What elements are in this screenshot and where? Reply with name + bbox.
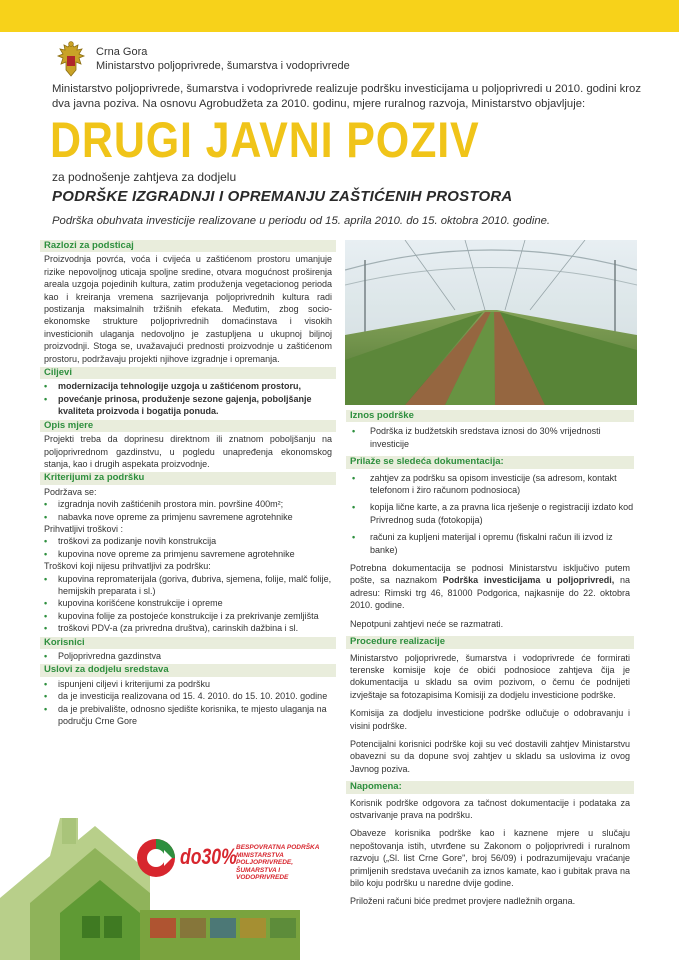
ciljevi-list bbox=[40, 380, 336, 417]
country-name: Crna Gora bbox=[96, 46, 148, 58]
prilaze-list bbox=[346, 472, 634, 556]
list-item: • izgradnja novih zaštićenih prostora min. površine 400m²; bbox=[44, 498, 336, 510]
list-item: • Poljoprivredna gazdinstva bbox=[44, 650, 336, 662]
list-item: • da je investicija realizovana od 15. 4. 2010. do 15. 10. 2010. godine bbox=[44, 690, 336, 702]
section-title-opis: Opis mjere bbox=[40, 420, 336, 432]
left-column bbox=[40, 238, 336, 727]
list-item: • troškovi PDV-a (za privredna društva), carinskih dažbina i sl. bbox=[44, 622, 336, 634]
dostava-text bbox=[346, 562, 634, 612]
list-item: • Podrška iz budžetskih sredstava iznosi do 30% vrijednosti investicije bbox=[350, 425, 634, 450]
dostava-post: na adresu: Rimski trg 46, 81000 Podgorica, najkasnije do 22. oktobra 2010. godine. bbox=[350, 575, 630, 611]
list-item: • kupovina repromaterijala (goriva, đubriva, sjemena, folije, malč folije, hemijskih preparata i sl.) bbox=[44, 573, 336, 598]
section-title-iznos: Iznos podrške bbox=[346, 410, 634, 422]
list-item: • troškovi za podizanje novih konstrukcija bbox=[44, 535, 336, 547]
top-yellow-bar bbox=[0, 0, 679, 32]
list-item: • povećanje prinosa, produženje sezone gajenja, poboljšanje kvaliteta proizvoda i bogatija ponuda. bbox=[44, 393, 336, 418]
ministry-name: Ministarstvo poljoprivrede, šumarstva i vodoprivrede bbox=[96, 60, 350, 72]
list-item: • modernizacija tehnologije uzgoja u zaštićenom prostoru, bbox=[44, 380, 336, 392]
list-item: • ispunjeni ciljevi i kriterijumi za podršku bbox=[44, 678, 336, 690]
right-column bbox=[346, 410, 634, 914]
section-title-korisnici: Korisnici bbox=[40, 637, 336, 649]
badge-logo-icon bbox=[136, 838, 176, 878]
greenhouse-photo bbox=[345, 240, 637, 405]
uslovi-list bbox=[40, 678, 336, 728]
napomena-text-2: Obaveze korisnika podrške kao i kaznene mjere u slučaju nepoštovanja istih, utvrđene su Zakonom o poljoprivredi i ruralnom razvoju („Sl. list Crne Gore", broj 56/09) i podrazumijevaju vraćanje primljenih sredstava uvećanih za iznos kamate, kao i gubitak prava na bilo koju podršku u naredne dvije godine. bbox=[350, 828, 630, 888]
section-title-ciljevi: Ciljevi bbox=[40, 367, 336, 379]
iznos-list bbox=[346, 425, 634, 450]
list-item: • kopija lične karte, a za pravna lica rješenje o registraciji izdato kod Privrednog suda (fotokopija) bbox=[350, 501, 634, 526]
section-title-prilaze: Prilaže se sledeća dokumentacija: bbox=[346, 456, 634, 468]
procedure-text-3: Potencijalni korisnici podrške koji su već dostavili zahtjev Ministarstvu obavezni su da dopune svoj zahtjev u skladu sa uslovima iz ovog Javnog poziva. bbox=[350, 738, 630, 774]
list-item: • zahtjev za podršku sa opisom investicije (sa adresom, kontakt telefonom i žiro računom podnosioca) bbox=[350, 472, 634, 497]
intro-text: Ministarstvo poljoprivrede, šumarstva i vodoprivrede realizuje podršku investicijama u poljoprivredi u 2010. godini kroz dva javna poziva. Na osnovu Agrobudžeta za 2010. godinu, mjere ruralnog razvoja, Ministarstvo objavljuje: bbox=[52, 83, 641, 110]
napomena-text-1: Korisnik podrške odgovora za tačnost dokumentacije i podataka za ostvarivanje prava na podršku. bbox=[350, 797, 630, 820]
podrzava-label: Podržava se: bbox=[44, 486, 97, 497]
neprihvatljivi-label: Troškovi koji nijesu prihvatljivi za podršku: bbox=[44, 561, 211, 572]
list-item: • kupovina nove opreme za primjenu savremene agrotehnike bbox=[44, 548, 336, 560]
opis-text: Projekti treba da doprinesu direktnom ili znatnom poboljšanju na poljoprivrednom gazdinstvu, u pogledu unapređenja ekonomskog stanja, kao i drugih aspekata proizvodnje. bbox=[44, 434, 332, 469]
list-item: • da je prebivalište, odnosno sjedište korisnika, te mjesto ulaganja na području Crne Gore bbox=[44, 703, 336, 728]
section-title-uslovi: Uslovi za dodjelu sredstava bbox=[40, 664, 336, 676]
period-text: Podrška obuhvata investicije realizovane u periodu od 15. aprila 2010. do 15. oktobra 2010. godine. bbox=[52, 215, 551, 227]
prihvatljivi-list bbox=[40, 535, 336, 560]
badge-text: BESPOVRATNA PODRŠKA MINISTARSTVA POLJOPRIVREDE, ŠUMARSTVA I VODOPRIVREDE bbox=[236, 844, 320, 881]
header bbox=[52, 40, 652, 80]
section-title-razlozi: Razlozi za podsticaj bbox=[40, 240, 336, 252]
nepotpuni-text: Nepotpuni zahtjevi neće se razmatrati. bbox=[350, 618, 504, 629]
procedure-text-1: Ministarstvo poljoprivrede, šumarstva i vodoprivrede će formirati terenske komisije koje će obići podnosioce zahtjeva čija je dokumentacija u skladu sa ovim pozivom, o čemu će podnijeti izvještaje sa fotozapisima Komisiji za dodjelu investicione podrške. bbox=[350, 652, 630, 700]
dostava-bold: Podrška investicijama u poljoprivredi, bbox=[442, 575, 615, 586]
support-badge bbox=[136, 838, 326, 898]
subtitle: za podnošenje zahtjeva za dodjelu bbox=[52, 170, 237, 184]
razlozi-text: Proizvodnja povrća, voća i cvijeća u zaštićenom prostoru umanjuje rizike nepovoljnog uticaja spoljne sredine, otvara mogućnost proširenja areala uzgoja pojedinih kultura, zatim produženja vegetacionog perioda kao i kreiranja vremena sazrijevanja poljoprivrednih kultura radi postizanja maksimalnih tržišnih efekata. Međutim, zbog socio-ekonomske strukture poljoprivrednih domaćinstava i visokih investicionih ulaganja nedovoljno je zastupljena u ukupnoj biljnoj proizvodnji. Stoga se, uvažavajući prednosti proizvodnje u zaštićenom prostoru, podržavaju projekti njihove izgradnje i opremanja. bbox=[44, 254, 332, 364]
podrzava-list bbox=[40, 498, 336, 523]
list-item: • nabavka nove opreme za primjenu savremene agrotehnike bbox=[44, 511, 336, 523]
coat-of-arms-icon bbox=[52, 40, 90, 82]
korisnici-list bbox=[40, 650, 336, 662]
section-title-napomena: Napomena: bbox=[346, 781, 634, 793]
prihvatljivi-label: Prihvatljivi troškovi : bbox=[44, 523, 124, 534]
dostava-pre: Potrebna dokumentacija se podnosi Ministarstvu isključivo putem pošte, sa naznakom bbox=[350, 563, 630, 586]
napomena-text-3: Priloženi računi biće predmet provjere nadležnih organa. bbox=[350, 896, 576, 907]
badge-percent: do30% bbox=[180, 844, 237, 869]
neprihvatljivi-list bbox=[40, 573, 336, 635]
section-title-kriterijumi: Kriterijumi za podršku bbox=[40, 472, 336, 484]
section-title-procedure: Procedure realizacije bbox=[346, 636, 634, 648]
procedure-text-2: Komisija za dodjelu investicione podrške odlučuje o odobravanju i visini podrške. bbox=[350, 708, 630, 731]
list-item: • računi za kupljeni materijal i opremu (fiskalni račun ili izvod iz banke) bbox=[350, 531, 634, 556]
page-title: DRUGI JAVNI POZIV bbox=[50, 112, 480, 168]
list-item: • kupovina korišćene konstrukcije i opreme bbox=[44, 597, 336, 609]
program-title: PODRŠKE IZGRADNJI I OPREMANJU ZAŠTIĆENIH PROSTORA bbox=[52, 188, 513, 205]
list-item: • kupovina folije za postojeće konstrukcije i za prekrivanje zemljišta bbox=[44, 610, 336, 622]
